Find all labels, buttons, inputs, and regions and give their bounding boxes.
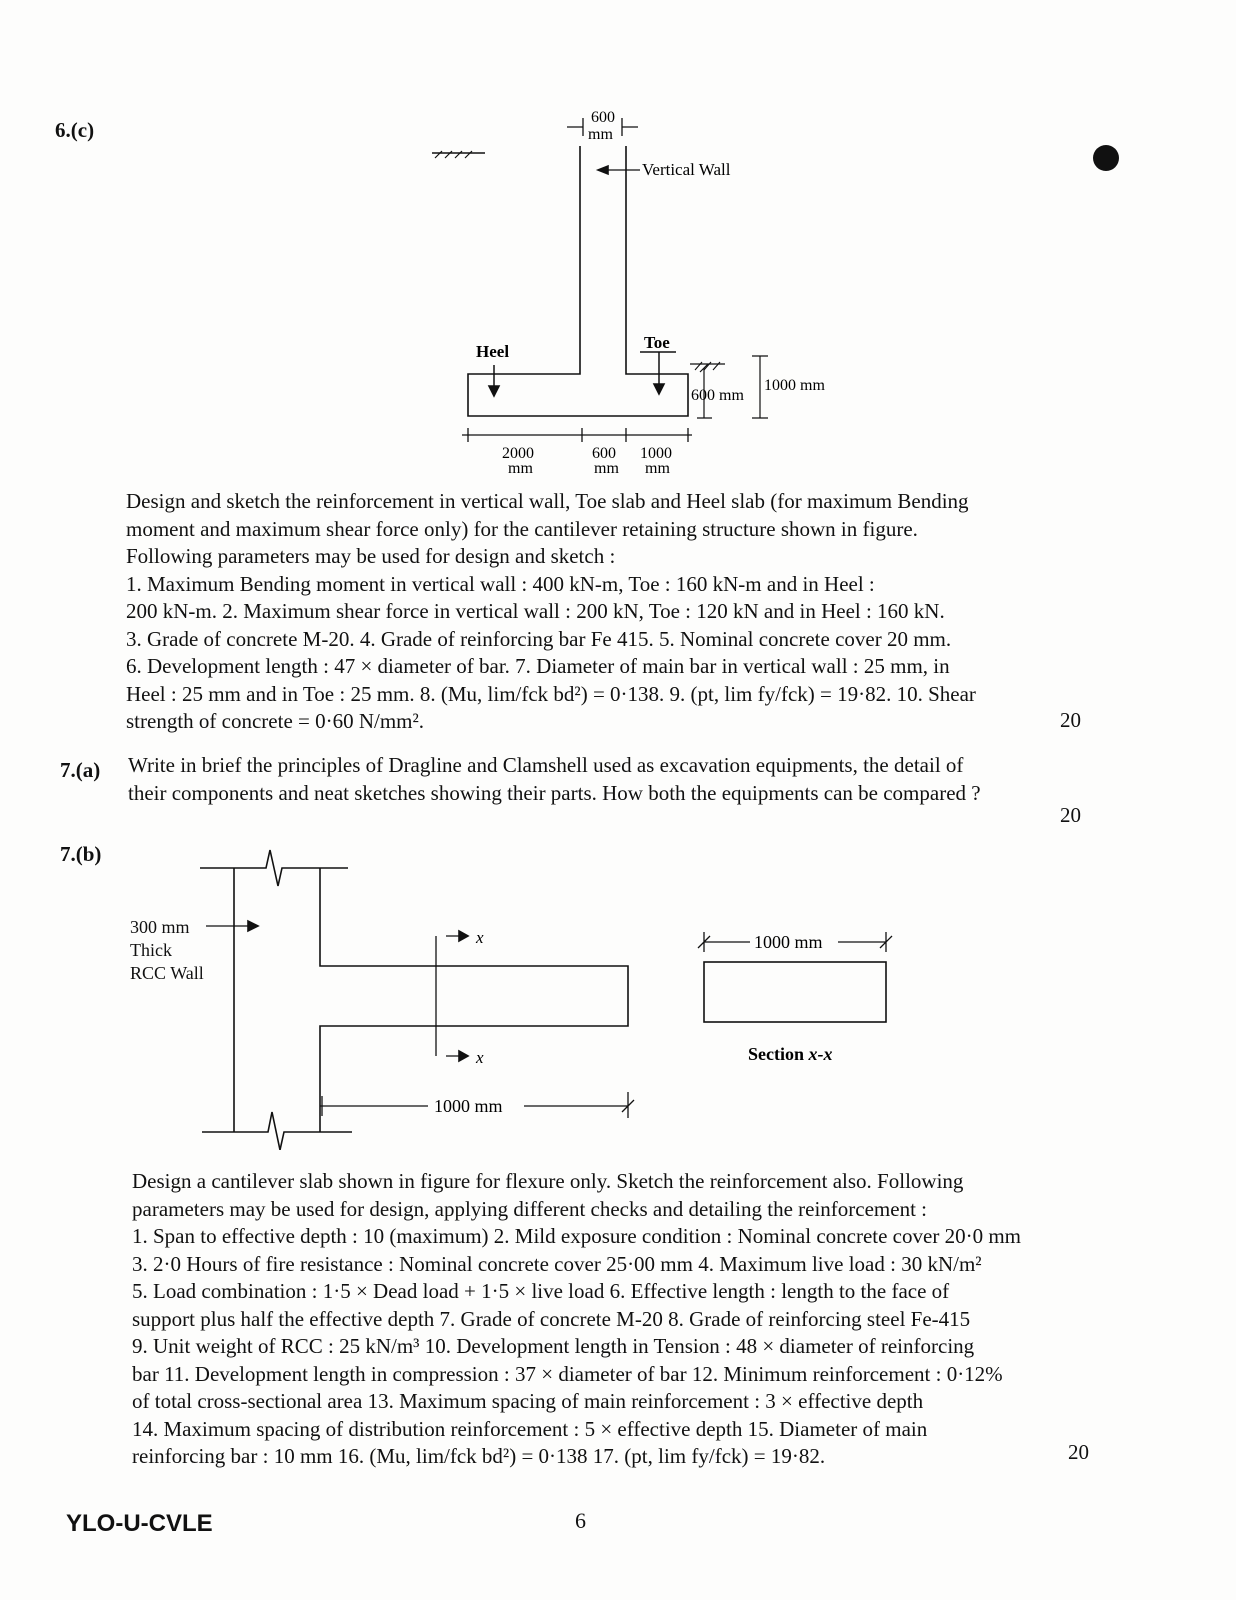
top-dim-unit: mm: [588, 126, 613, 143]
dim-wall-unit: mm: [594, 460, 619, 477]
text-line: 9. Unit weight of RCC : 25 kN/m³ 10. Development length in Tension : 48 × diameter of reinforcing: [132, 1334, 975, 1358]
dim-heel-unit: mm: [508, 460, 533, 477]
text-line: moment and maximum shear force only) for the cantilever retaining structure shown in figure.: [126, 516, 918, 541]
top-dim-value: 600: [591, 109, 615, 126]
text-line: 1. Maximum Bending moment in vertical wall : 400 kN-m, Toe : 160 kN-m and in Heel :: [126, 571, 875, 596]
question-7b-text: [132, 1168, 1090, 1471]
question-7a-text: [128, 752, 1086, 807]
ink-dot: [1093, 145, 1119, 171]
dim-toe-unit: mm: [645, 460, 670, 477]
dim-wall-value: 600: [592, 445, 616, 462]
toe-label: Toe: [644, 333, 670, 352]
page-number: 6: [575, 1508, 586, 1533]
text-line: 6. Development length : 47 × diameter of bar. 7. Diameter of main bar in vertical wall : 25 mm, in: [126, 654, 950, 678]
base-thickness-label: 600 mm: [691, 387, 744, 404]
wall-label: 300 mm Thick RCC Wall: [130, 917, 204, 983]
section-arrow-bottom: x: [476, 1048, 484, 1067]
text-line: 3. Grade of concrete M-20. 4. Grade of reinforcing bar Fe 415. 5. Nominal concrete cover 20 mm.: [126, 626, 952, 651]
text-line: 200 kN-m. 2. Maximum shear force in vertical wall : 200 kN, Toe : 120 kN and in Heel : 160 kN.: [126, 599, 945, 623]
question-number-7a: 7.(a): [60, 758, 101, 782]
text-line: 5. Load combination : 1·5 × Dead load + 1·5 × live load 6. Effective length : length to the face of: [132, 1279, 950, 1303]
cantilever-slab-figure: [0, 830, 1236, 1150]
text-line: their components and neat sketches showing their parts. How both the equipments can be compared ?: [128, 780, 981, 805]
text-line: reinforcing bar : 10 mm 16. (Mu, lim/fck bd²) = 0·138 17. (pt, lim fy/fck) = 19·82.: [132, 1444, 826, 1468]
text-line: Following parameters may be used for design and sketch :: [126, 544, 616, 568]
section-width-label: 1000 mm: [754, 932, 823, 952]
section-caption: Section x-x: [748, 1044, 833, 1064]
text-line: 1. Span to effective depth : 10 (maximum) 2. Mild exposure condition : Nominal concrete cover 20·0 mm: [132, 1224, 1021, 1248]
retaining-wall-figure: [0, 0, 1236, 480]
text-line: Design and sketch the reinforcement in vertical wall, Toe slab and Heel slab (for maximum Bending: [126, 489, 969, 513]
question-6c-text: [126, 488, 1084, 736]
wall-outline: [468, 146, 688, 416]
text-line: Design a cantilever slab shown in figure for flexure only. Sketch the reinforcement also. Following: [132, 1169, 964, 1193]
dim-heel-value: 2000: [502, 445, 534, 462]
text-line: 14. Maximum spacing of distribution reinforcement : 5 × effective depth 15. Diameter of main: [132, 1416, 928, 1441]
text-line: strength of concrete = 0·60 N/mm².: [126, 709, 425, 733]
marks-6c: 20: [1060, 708, 1081, 732]
text-line: Write in brief the principles of Dragline and Clamshell used as excavation equipments, the detail of: [128, 753, 964, 777]
text-line: parameters may be used for design, applying different checks and detailing the reinforcement :: [132, 1196, 927, 1221]
toe-depth-label: 1000 mm: [764, 377, 825, 394]
top-break-line: [200, 850, 348, 886]
text-line: Heel : 25 mm and in Toe : 25 mm. 8. (Mu, lim/fck bd²) = 0·138. 9. (pt, lim fy/fck) = 19·82. 10. Shear: [126, 681, 976, 706]
paper-code: YLO-U-CVLE: [66, 1510, 213, 1537]
marks-7b: 20: [1068, 1440, 1089, 1464]
text-line: support plus half the effective depth 7. Grade of concrete M-20 8. Grade of reinforcing steel Fe-415: [132, 1306, 971, 1331]
slab-outline: [320, 868, 628, 1132]
text-line: of total cross-sectional area 13. Maximum spacing of main reinforcement : 3 × effective depth: [132, 1389, 924, 1413]
span-label: 1000 mm: [434, 1096, 503, 1116]
vertical-wall-label: Vertical Wall: [642, 160, 731, 179]
dim-toe-value: 1000: [640, 445, 672, 462]
marks-7a: 20: [1060, 803, 1081, 827]
text-line: bar 11. Development length in compression : 37 × diameter of bar 12. Minimum reinforcement : 0·12%: [132, 1361, 1003, 1386]
heel-label: Heel: [476, 342, 510, 361]
section-arrow-top: x: [476, 928, 484, 947]
bottom-break-line: [202, 1112, 352, 1150]
question-number-7b: 7.(b): [60, 842, 102, 866]
question-number-6c: 6.(c): [55, 118, 95, 142]
text-line: 3. 2·0 Hours of fire resistance : Nominal concrete cover 25·00 mm 4. Maximum live load : 30 kN/m²: [132, 1251, 982, 1276]
